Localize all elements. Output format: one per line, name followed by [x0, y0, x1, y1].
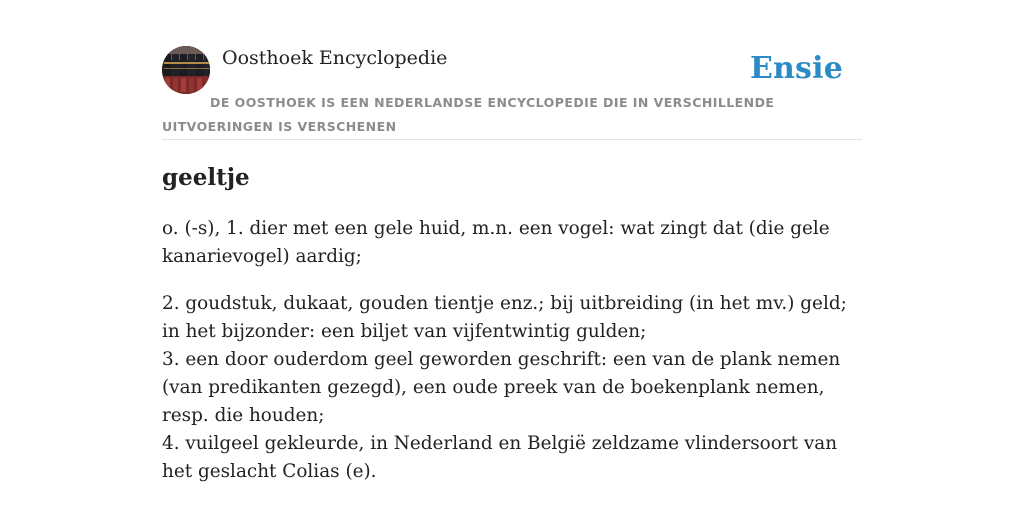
entry-word: geeltje	[162, 164, 250, 191]
definition-line: 2. goudstuk, dukaat, gouden tientje enz.; bij uitbreiding (in het mv.) geld; in het bijzonder: een biljet van vijfentwintig gulden;	[162, 293, 847, 342]
encyclopedia-books-image	[162, 46, 210, 94]
source-title[interactable]: Oosthoek Encyclopedie	[222, 47, 448, 69]
site-header	[162, 46, 862, 140]
encyclopedia-books-icon[interactable]	[162, 46, 210, 94]
definition-line: 4. vuilgeel gekleurde, in Nederland en België zeldzame vlindersoort van het geslacht Colias (e).	[162, 433, 838, 482]
definition-paragraph	[162, 290, 862, 486]
definition-line: 3. een door ouderdom geel geworden geschrift: een van de plank nemen (van predikanten gezegd), een oude preek van de boekenplank nemen, resp. die houden;	[162, 349, 841, 426]
entry-content	[162, 162, 862, 486]
definition-line: o. (-s), 1. dier met een gele huid, m.n. een vogel: wat zingt dat (die gele kanarievogel) aardig;	[162, 218, 830, 267]
ensie-logo[interactable]: Ensie	[749, 51, 843, 86]
source-tagline: DE OOSTHOEK IS EEN NEDERLANDSE ENCYCLOPEDIE DIE IN VERSCHILLENDE UITVOERINGEN IS VERSCHENEN	[162, 95, 775, 134]
definition-paragraph	[162, 215, 862, 271]
